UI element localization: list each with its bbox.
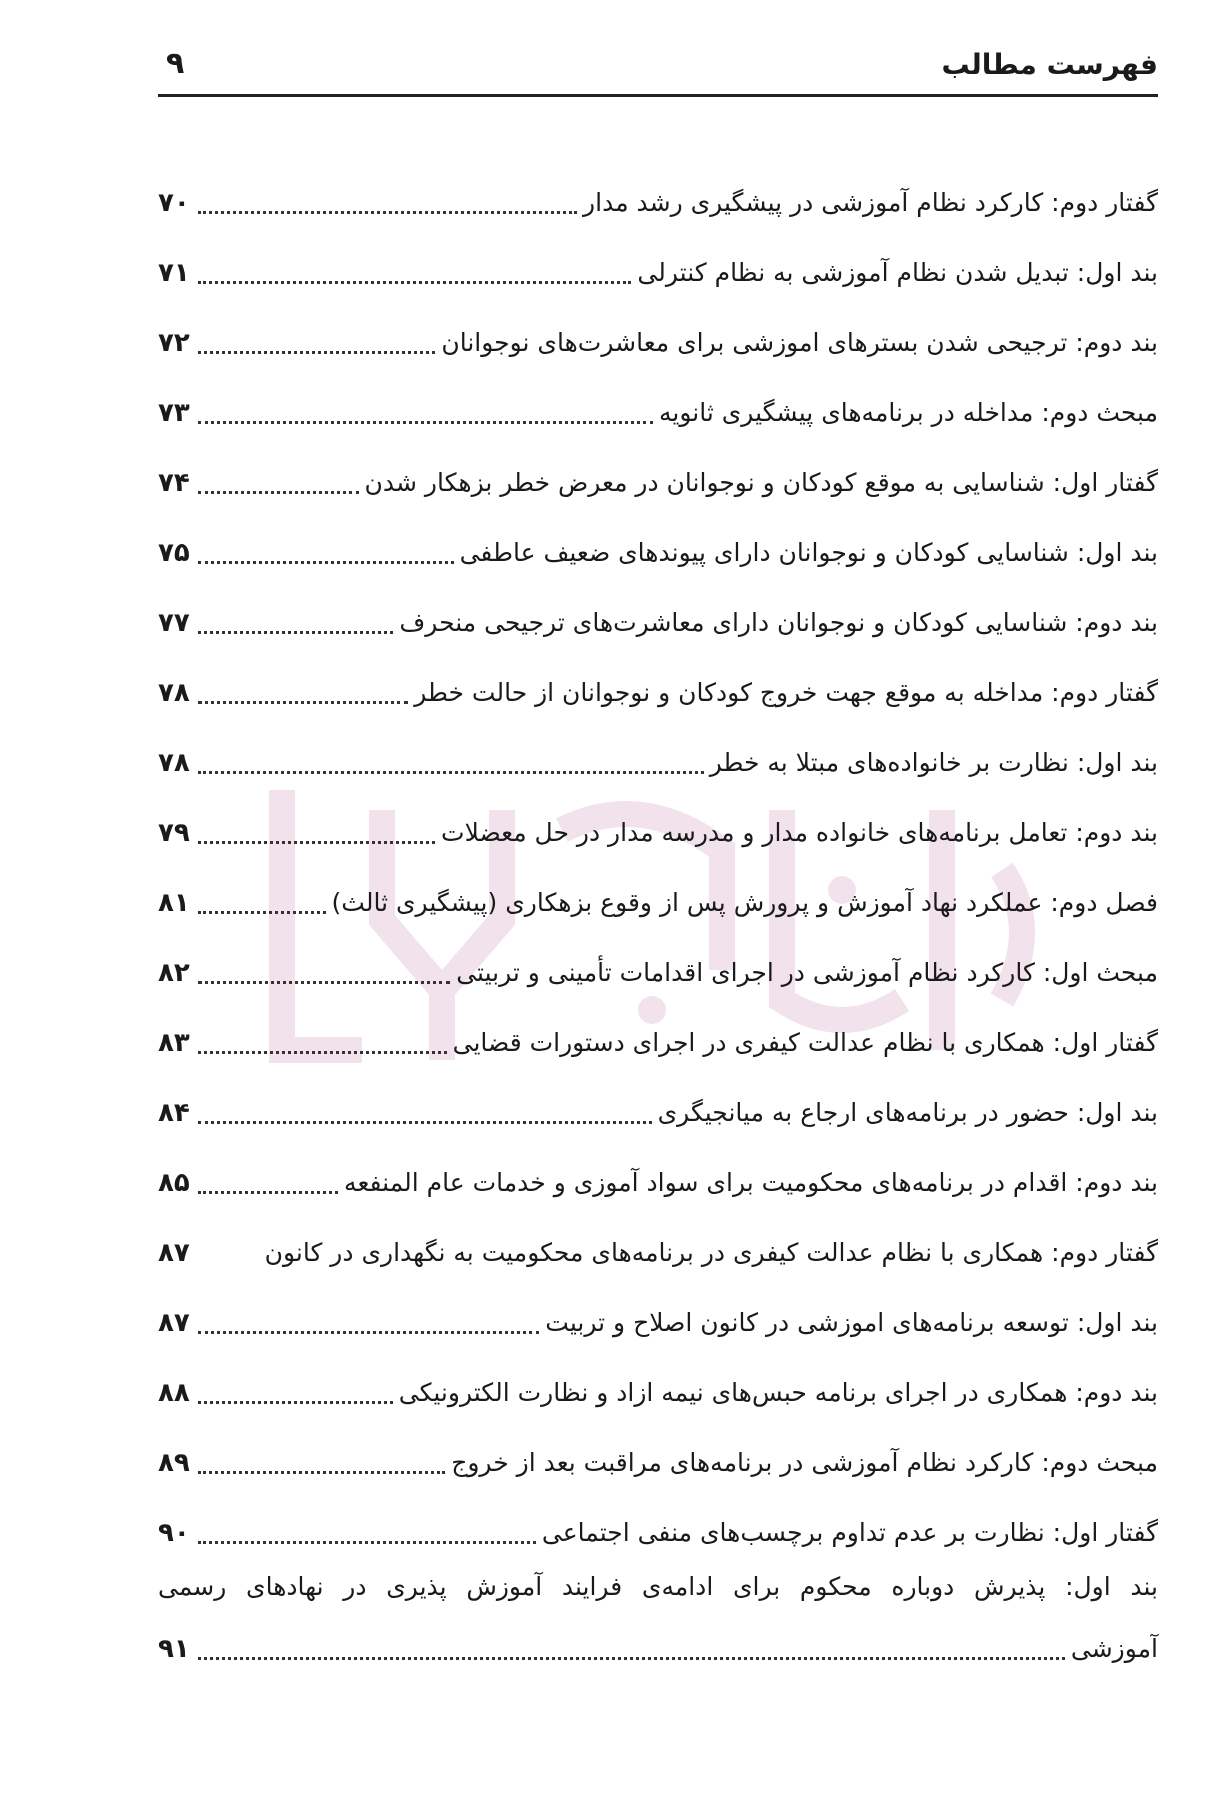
toc-entry-title: بند اول: توسعه برنامه‌های اموزشی در کانون اصلاح و تربیت <box>545 1308 1158 1337</box>
toc-entry-page: ۸۵ <box>158 1168 190 1198</box>
toc-entry-title: گفتار اول: نظارت بر عدم تداوم برچسب‌های منفی اجتماعی <box>541 1518 1158 1547</box>
toc-entry-title: مبحث دوم: کارکرد نظام آموزشی در برنامه‌های مراقبت بعد از خروج <box>451 1448 1158 1477</box>
toc-entry-title: بند دوم: اقدام در برنامه‌های محکومیت برای سواد آموزی و خدمات عام المنفعه <box>344 1168 1158 1197</box>
toc-entry-page: ۸۱ <box>158 888 190 918</box>
toc-entry <box>158 290 1158 360</box>
toc-entry <box>158 1340 1158 1410</box>
toc-entry-page: ۹۱ <box>158 1634 190 1664</box>
toc-entry <box>158 640 1158 710</box>
toc-entry <box>158 780 1158 850</box>
toc-entry-title: بند اول: نظارت بر خانواده‌های مبتلا به خطر <box>709 748 1158 777</box>
toc-entry <box>158 360 1158 430</box>
toc-entry-page: ۷۴ <box>158 468 190 498</box>
toc-entry-page: ۸۳ <box>158 1028 190 1058</box>
leader-dots <box>198 421 653 424</box>
leader-dots <box>198 491 359 494</box>
toc-entry-title: مبحث دوم: مداخله در برنامه‌های پیشگیری ثانویه <box>658 398 1158 427</box>
leader-dots <box>198 631 393 634</box>
toc-entry <box>158 430 1158 500</box>
toc-entry-title: مبحث اول: کارکرد نظام آموزشی در اجرای اقدامات تأمینی و تربیتی <box>456 958 1158 987</box>
page-header <box>158 46 1158 90</box>
leader-dots <box>198 911 326 914</box>
leader-dots <box>198 1401 393 1404</box>
leader-dots <box>198 701 408 704</box>
leader-dots <box>198 561 454 564</box>
toc-entry <box>158 1270 1158 1340</box>
toc-entry-title: بند اول: شناسایی کودکان و نوجوانان دارای پیوندهای ضعیف عاطفی <box>459 538 1158 567</box>
header-rule <box>158 94 1158 97</box>
header-page-number: ۹ <box>166 46 185 81</box>
toc-entry-page: ۸۲ <box>158 958 190 988</box>
leader-dots <box>198 1471 445 1474</box>
leader-dots <box>198 1541 536 1544</box>
toc-entry-line2 <box>158 1632 1158 1666</box>
toc-entry-page: ۸۷ <box>158 1308 190 1338</box>
leader-dots <box>198 841 435 844</box>
toc-entry-title: بند دوم: شناسایی کودکان و نوجوانان دارای معاشرت‌های ترجیحی منحرف <box>399 608 1158 637</box>
toc-entry <box>158 1410 1158 1480</box>
leader-dots <box>198 1331 539 1334</box>
toc-entry <box>158 710 1158 780</box>
toc-entry <box>158 150 1158 220</box>
toc-entry <box>158 1480 1158 1550</box>
header-title: فهرست مطالب <box>941 48 1158 81</box>
toc-entry-title-line2: آموزشی <box>1070 1634 1158 1663</box>
toc-entry <box>158 570 1158 640</box>
toc-entry-page: ۸۷ <box>158 1238 190 1268</box>
toc-entry-title: فصل دوم: عملکرد نهاد آموزش و پرورش پس از وقوع بزهکاری (پیشگیری ثالث) <box>331 888 1158 917</box>
toc-entry-title: گفتار اول: شناسایی به موقع کودکان و نوجوانان در معرض خطر بزهکار شدن <box>364 468 1158 497</box>
leader-dots <box>198 351 435 354</box>
toc-entry-page: ۸۹ <box>158 1448 190 1478</box>
toc-entry-page: ۷۲ <box>158 328 190 358</box>
toc-entry-page: ۹۰ <box>158 1518 190 1548</box>
leader-dots <box>198 211 577 214</box>
toc-entry-title: بند دوم: ترجیحی شدن بسترهای اموزشی برای معاشرت‌های نوجوانان <box>441 328 1158 357</box>
toc-entry-title-line1: بند اول: پذیرش دوباره محکوم برای ادامه‌ی فرایند آموزش پذیری در نهادهای رسمی <box>158 1572 1158 1601</box>
leader-dots <box>198 981 450 984</box>
leader-dots <box>198 1051 447 1054</box>
toc-entry-page: ۸۴ <box>158 1098 190 1128</box>
toc-entry-title: بند اول: تبدیل شدن نظام آموزشی به نظام کنترلی <box>637 258 1158 287</box>
toc-entry <box>158 850 1158 920</box>
toc-entry-title: گفتار دوم: همکاری با نظام عدالت کیفری در برنامه‌های محکومیت به نگهداری در کانون <box>264 1238 1158 1267</box>
toc-entry-page: ۷۵ <box>158 538 190 568</box>
toc-entry-title: گفتار دوم: کارکرد نظام آموزشی در پیشگیری رشد مدار <box>583 188 1158 217</box>
toc-entry-page: ۷۷ <box>158 608 190 638</box>
leader-dots <box>198 281 631 284</box>
toc-entry-title: بند اول: حضور در برنامه‌های ارجاع به میانجیگری <box>657 1098 1158 1127</box>
toc-entry <box>158 220 1158 290</box>
toc-entry-title: بند دوم: تعامل برنامه‌های خانواده مدار و مدرسه مدار در حل معضلات <box>441 818 1158 847</box>
toc-entry <box>158 1060 1158 1130</box>
toc-entry <box>158 1130 1158 1200</box>
toc-entry-page: ۷۹ <box>158 818 190 848</box>
leader-dots <box>198 771 704 774</box>
toc-entry <box>158 500 1158 570</box>
toc-entry-title: گفتار اول: همکاری با نظام عدالت کیفری در اجرای دستورات قضایی <box>452 1028 1158 1057</box>
toc-entry <box>158 990 1158 1060</box>
leader-dots <box>198 1191 338 1194</box>
toc-entry-page: ۷۸ <box>158 678 190 708</box>
toc-entry-multiline <box>158 1570 1158 1666</box>
toc-entry <box>158 1200 1158 1270</box>
toc-entry <box>158 920 1158 990</box>
toc-entry-title: بند دوم: همکاری در اجرای برنامه حبس‌های نیمه ازاد و نظارت الکترونیکی <box>398 1378 1158 1407</box>
leader-dots <box>198 1657 1065 1660</box>
toc-entry-page: ۷۳ <box>158 398 190 428</box>
toc-entry-page: ۷۸ <box>158 748 190 778</box>
leader-dots <box>198 1121 652 1124</box>
toc-entry-page: ۷۱ <box>158 258 190 288</box>
toc-entry-page: ۷۰ <box>158 188 190 218</box>
toc-entry-page: ۸۸ <box>158 1378 190 1408</box>
table-of-contents <box>158 150 1158 1666</box>
toc-entry-title: گفتار دوم: مداخله به موقع جهت خروج کودکان و نوجوانان از حالت خطر <box>414 678 1158 707</box>
